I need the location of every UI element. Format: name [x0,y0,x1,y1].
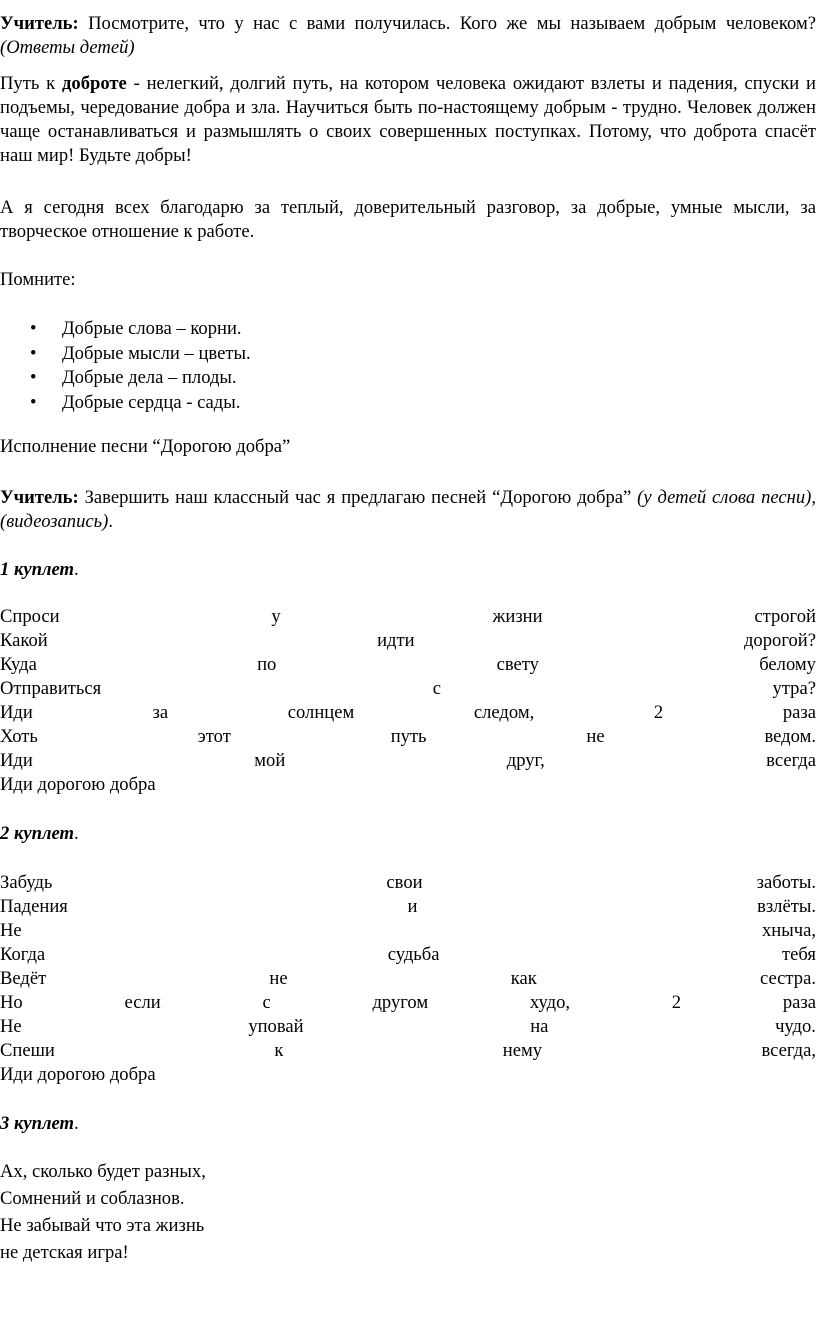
verse-word: Когда [0,944,46,965]
verse-word: если [124,992,161,1013]
teacher-label: Учитель: [0,487,79,508]
verse-word: Забудь [0,872,53,893]
bullet-list [0,317,816,415]
verse-word: на [530,1016,549,1037]
verse-word: Спеши [0,1040,55,1061]
teacher-closing-note: (у детей слова песни), (видеозапись) [0,487,816,532]
verse-line [0,967,816,991]
verse-word: свои [386,872,423,893]
verse-word: Куда [0,654,37,675]
teacher-closing-end: . [108,511,113,532]
verse-line [0,919,816,943]
intro-note: (Ответы детей) [0,37,135,58]
verse-word: солнцем [287,702,355,723]
verse-word: Отправиться [0,678,102,699]
verse-3-line: не детская игра! [0,1242,129,1263]
verse-word: с [432,678,441,699]
intro-paragraph [0,12,816,60]
verse-word: за [152,702,169,723]
verse-line [0,871,816,895]
bullet-item [0,317,816,341]
verse-line [0,701,816,725]
verse-line [0,629,816,653]
verse-word: следом, [473,702,535,723]
verse-word: жизни [492,606,543,627]
bullet-icon: • [30,318,37,339]
verse-word: мой [254,750,286,771]
verse-word: тебя [782,944,816,965]
verse-word: Ведёт [0,968,47,989]
thanks-paragraph: А я сегодня всех благодарю за теплый, доверительный разговор, за добрые, умные мысли, за творческое отношение к работе. [0,197,816,242]
bullet-text: Добрые слова – корни. [62,318,242,339]
verse-word: Но [0,992,23,1013]
bullet-text: Добрые мысли – цветы. [62,342,251,364]
bullet-item [0,366,816,390]
verse-word: путь [390,726,427,747]
kindness-pre: Путь к [0,73,62,94]
verse-word: хныча, [762,920,816,941]
bullet-text: Добрые дела – плоды. [62,367,237,389]
verse-word: уповай [248,1016,304,1037]
verse-word: Спроси [0,606,60,627]
verse-word: чудо. [775,1016,816,1037]
verse-word: Иди [0,750,33,771]
verse-3-line: Не забывай что эта жизнь [0,1215,205,1236]
verse-word: Не [0,1016,22,1037]
teacher-closing-text: Завершить наш классный час я предлагаю песней “Дорогою добра” [78,487,638,508]
verse-word: не [586,726,605,747]
verse-word: другом [372,992,429,1013]
verse-word: раза [782,992,816,1013]
verse-word: белому [759,654,816,675]
verse-title-text: 1 куплет [0,559,74,580]
verse-word: по [257,654,277,675]
remember-label: Помните: [0,269,76,290]
verse-word: этот [197,726,231,747]
teacher-closing-paragraph [0,486,816,534]
verse-line [0,725,816,749]
verse-3-line: Ах, сколько будет разных, [0,1161,206,1182]
verse-1-last-line: Иди дорогою добра [0,774,156,795]
bullet-item [0,342,816,366]
verse-word: утра? [772,678,816,699]
verse-word: не [269,968,288,989]
verse-title-text: 3 куплет [0,1113,74,1134]
verse-word: ведом. [764,726,816,747]
verse-word: взлёты. [757,896,816,917]
verse-word: к [274,1040,284,1061]
bullet-icon: • [30,391,37,413]
verse-word: строгой [754,606,816,627]
bullet-icon: • [30,367,37,389]
verse-word: всегда [766,750,816,771]
kindness-post: - нелегкий, долгий путь, на котором человека ожидают взлеты и падения, спуски и подъемы, чередование добра и зла. Научиться быть по-настоящему добрым - трудно. Человек должен чаще останавливаться и размышлять о своих совершенных поступках. Потому, что доброта спасёт наш мир! Будьте добры! [0,73,816,166]
bullet-icon: • [30,342,37,364]
verse-word: 2 [653,702,664,723]
verse-word: у [271,606,281,627]
verse-word: Не [0,920,22,941]
kindness-bold-word: доброте [62,73,127,94]
verse-3-title: 3 куплет. [0,1113,79,1134]
verse-2-title: 2 куплет. [0,823,79,844]
verse-line [0,943,816,967]
verse-word: судьба [387,944,440,965]
verse-word: худо, [529,992,571,1013]
verse-word: сестра. [759,968,816,989]
verse-line [0,749,816,773]
verse-3-line: Сомнений и соблазнов. [0,1188,185,1209]
verse-line [0,653,816,677]
verse-word: всегда, [761,1040,816,1061]
bullet-text: Добрые сердца - сады. [62,391,241,413]
intro-text: Посмотрите, что у нас с вами получилась. Кого же мы называем добрым человеком? [78,13,816,34]
verse-word: Хоть [0,726,38,747]
verse-word: Иди [0,702,33,723]
verse-line [0,1039,816,1063]
verse-word: свету [496,654,539,675]
verse-word: нему [502,1040,543,1061]
verse-word: заботы. [756,872,816,893]
verse-word: с [262,992,271,1013]
verse-word: 2 [671,992,682,1013]
verse-title-text: 2 куплет [0,823,74,844]
verse-word: Какой [0,630,48,651]
song-performance-line: Исполнение песни “Дорогою добра” [0,436,291,457]
verse-line [0,991,816,1015]
verse-word: идти [377,630,415,651]
verse-2-last-line: Иди дорогою добра [0,1064,156,1085]
verse-1-title: 1 куплет. [0,559,79,580]
verse-word: дорогой? [743,630,816,651]
verse-line [0,677,816,701]
verse-line [0,895,816,919]
kindness-paragraph [0,72,816,168]
verse-word: как [510,968,537,989]
verse-word: друг, [506,750,545,771]
teacher-label: Учитель: [0,13,79,34]
verse-word: и [407,896,418,917]
bullet-item [0,391,816,415]
verse-line [0,605,816,629]
verse-word: Падения [0,896,68,917]
verse-word: раза [782,702,816,723]
verse-line [0,1015,816,1039]
